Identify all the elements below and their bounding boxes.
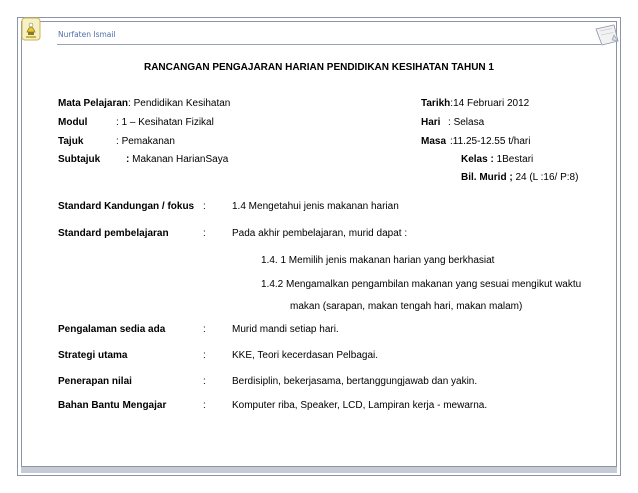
info-sep: :	[450, 136, 453, 147]
info-value: Makanan HarianSaya	[132, 154, 229, 165]
info-value-subtajuk	[126, 154, 228, 166]
row-label-pengalaman: Pengalaman sedia ada	[58, 324, 166, 335]
info-label-hari: Hari	[421, 117, 441, 128]
info-kelas	[461, 154, 533, 166]
row-value-nilai: Berdisiplin, bekerjasama, bertanggungjawab dan yakin.	[232, 376, 478, 387]
info-value: 14 Februari 2012	[453, 98, 530, 109]
info-label-modul: Modul	[58, 117, 88, 128]
info-value: 24 (L :16/ P:8)	[515, 172, 579, 183]
info-label: Tarikh	[421, 98, 451, 109]
learning-standard-item: 1.4. 1 Memilih jenis makanan harian yang berkhasiat	[261, 255, 495, 266]
row-value-strategi: KKE, Teori kecerdasan Pelbagai.	[232, 350, 379, 361]
header-rule	[57, 44, 601, 45]
learning-standard-item-continuation: makan (sarapan, makan tengah hari, makan malam)	[290, 301, 523, 312]
info-value-hari	[448, 117, 484, 129]
info-sep: :	[116, 136, 122, 147]
row-value-standard-pembelajaran: Pada akhir pembelajaran, murid dapat :	[232, 228, 408, 239]
info-value: Pemakanan	[121, 136, 175, 147]
info-sep: :	[450, 98, 454, 109]
info-value-tajuk	[116, 136, 175, 148]
info-sep: :	[448, 117, 454, 128]
row-value-pengalaman: Murid mandi setiap hari.	[232, 324, 339, 335]
row-label-standard-pembelajaran: Standard pembelajaran	[58, 228, 169, 239]
row-colon: :	[203, 400, 206, 411]
info-tarikh	[421, 98, 529, 110]
row-colon: :	[203, 350, 206, 361]
info-value: 11.25-12.55 t/hari	[452, 136, 531, 147]
row-label-standard-kandungan: Standard Kandungan / fokus	[58, 201, 195, 212]
row-value-bbm: Komputer riba, Speaker, LCD, Lampiran kerja - mewarna.	[232, 400, 488, 411]
info-masa	[421, 136, 530, 148]
row-colon: :	[203, 324, 206, 335]
info-value: 1Bestari	[496, 154, 534, 165]
info-label: Kelas :	[461, 154, 497, 165]
info-label: Bil. Murid ;	[461, 172, 516, 183]
lamp-crest-icon	[20, 14, 42, 42]
info-sep: :	[116, 117, 122, 128]
info-label-tajuk: Tajuk	[58, 136, 84, 147]
info-sep: :	[128, 98, 134, 109]
info-bil-murid	[461, 172, 578, 184]
info-value-modul	[116, 117, 214, 129]
info-label-subtajuk: Subtajuk	[58, 154, 101, 165]
row-label-strategi: Strategi utama	[58, 350, 128, 361]
info-sep: :	[126, 154, 133, 165]
page-curl-icon	[594, 23, 620, 47]
page-footer-band	[21, 466, 617, 473]
learning-standard-item: 1.4.2 Mengamalkan pengambilan makanan yang sesuai mengikut waktu	[261, 279, 582, 290]
row-value-standard-kandungan: 1.4 Mengetahui jenis makanan harian	[232, 201, 399, 212]
row-label-bbm: Bahan Bantu Mengajar	[58, 400, 167, 411]
row-colon: :	[203, 228, 206, 239]
info-mata-pelajaran	[58, 98, 230, 110]
row-label-nilai: Penerapan nilai	[58, 376, 132, 387]
info-value: Selasa	[453, 117, 485, 128]
document-title: RANCANGAN PENGAJARAN HARIAN PENDIDIKAN KESIHATAN TAHUN 1	[143, 62, 494, 73]
author-header: Nurfaten Ismail	[58, 30, 116, 39]
row-colon: :	[203, 201, 206, 212]
info-label: Masa	[421, 136, 447, 147]
info-label: Mata Pelajaran	[58, 98, 129, 109]
info-value: 1 – Kesihatan Fizikal	[121, 117, 214, 128]
row-colon: :	[203, 376, 206, 387]
info-value: Pendidikan Kesihatan	[133, 98, 231, 109]
